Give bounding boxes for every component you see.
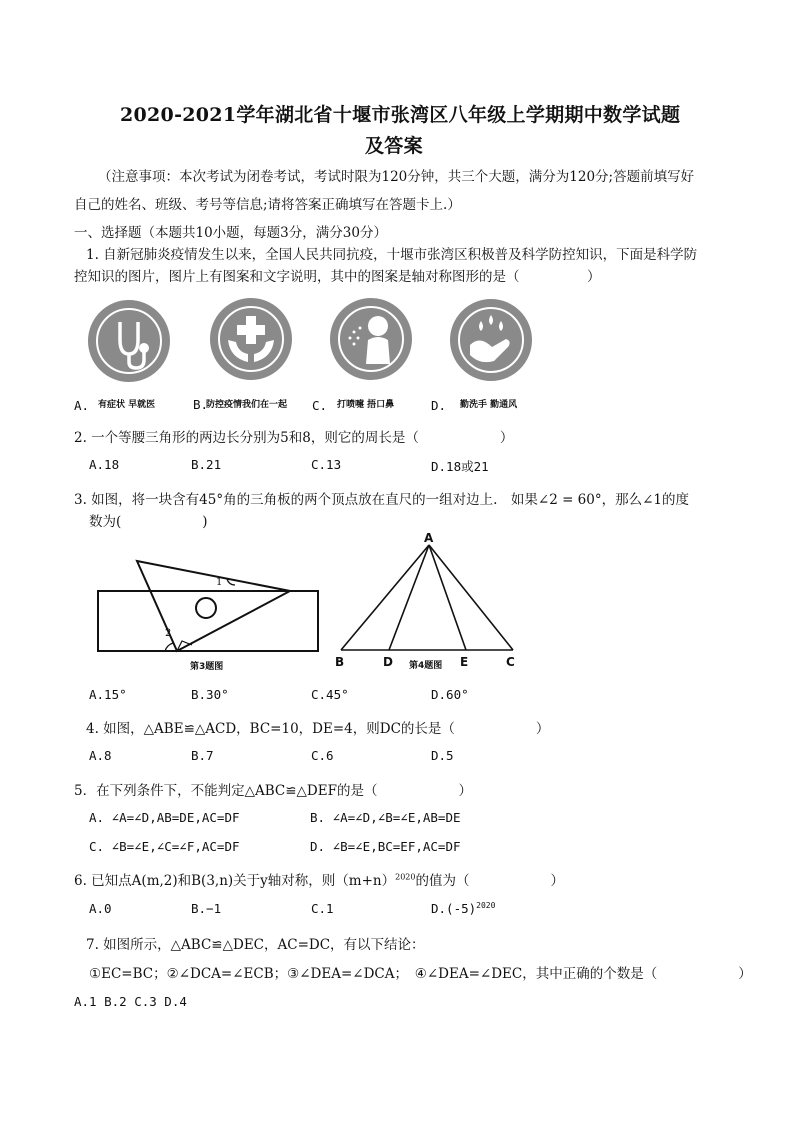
q3-stem-line2: 数为( ) <box>89 514 208 530</box>
q6-stem-text: 6. 已知点A(m,2)和B(3,n)关于y轴对称，则（m+n） <box>74 873 396 889</box>
q1-option-a-caption: 有症状 早就医 <box>98 400 156 410</box>
fig3-angle-1-label: 1 <box>216 577 223 588</box>
q3-option-b: B.30° <box>191 687 229 702</box>
q2-option-b: B.21 <box>191 457 222 472</box>
q2-option-c: C.13 <box>311 457 342 472</box>
q3-option-d: D.60° <box>431 687 469 702</box>
fig4-point-c: C <box>506 655 515 669</box>
q3-stem-line1: 3. 如图，将一块含有45°角的三角板的两个顶点放在直尺的一组对边上. 如果∠2 = 60°，那么∠1的度 <box>74 492 690 508</box>
q5-stem: 5．在下列条件下，不能判定△ABC≌△DEF的是（ ） <box>74 783 472 799</box>
fig4-point-e: E <box>460 655 469 669</box>
fig4-point-d: D <box>383 655 393 669</box>
q6-stem-tail: 的值为（ ） <box>415 873 564 889</box>
q1-option-d-letter: D. <box>431 398 447 413</box>
q6-exponent: 2020 <box>395 872 416 882</box>
q7-conclusions: ①EC=BC；②∠DCA=∠ECB；③∠DEA=∠DCA； ④∠DEA=∠DEC，其中正确的个数是（ ） <box>89 966 752 982</box>
q5-option-a: A. ∠A=∠D,AB=DE,AC=DF <box>89 810 240 825</box>
q6-stem <box>74 869 564 889</box>
q4-stem: 4. 如图，△ABE≌△ACD，BC=10，DE=4，则DC的长是（ ） <box>86 721 550 737</box>
fig4-point-b: B <box>335 655 345 669</box>
q1-option-b-letter: B. <box>193 397 209 412</box>
q1-option-b-caption: 防控疫情我们在一起 <box>206 400 288 410</box>
q5-option-c: C. ∠B=∠E,∠C=∠F,AC=DF <box>89 839 240 854</box>
q6-option-b: B.−1 <box>191 901 222 916</box>
q1-option-c-letter: C. <box>312 398 328 413</box>
q5-option-b: B. ∠A=∠D,∠B=∠E,AB=DE <box>310 810 461 825</box>
fig4-point-a: A <box>424 531 434 545</box>
fig4-caption: 第4题图 <box>409 661 443 671</box>
notice-line2: 自己的姓名、班级、考号等信息;请将答案正确填写在答题卡上.） <box>74 197 461 213</box>
page-title-line2: 及答案 <box>365 135 423 157</box>
q1-option-c-caption: 打喷嚏 捂口鼻 <box>337 400 395 410</box>
q7-stem: 7. 如图所示，△ABC≌△DEC，AC=DC，有以下结论： <box>86 937 425 953</box>
notice-line1: （注意事项：本次考试为闭卷考试，考试时限为120分钟，共三个大题，满分为120分;答题前填写好 <box>98 169 695 185</box>
q2-option-d: D.18或21 <box>431 459 489 474</box>
handwash-icon <box>450 299 532 381</box>
stethoscope-icon <box>88 300 170 382</box>
hands-cross-icon <box>210 298 292 380</box>
fig3-caption: 第3题图 <box>190 662 224 672</box>
q2-option-a: A.18 <box>89 457 120 472</box>
q6-option-a: A.0 <box>89 901 112 916</box>
q1-option-a-letter: A. <box>74 398 90 413</box>
q1-option-d-caption: 勤洗手 勤通风 <box>460 400 518 410</box>
page-title: 2020-2021学年湖北省十堰市张湾区八年级上学期期中数学试题 <box>120 104 681 126</box>
figure-4-triangle <box>335 540 525 655</box>
q3-option-c: C.45° <box>311 687 349 702</box>
fig3-angle-2-label: 2 <box>165 628 172 639</box>
q1-stem-line2: 控知识的图片，图片上有图案和文字说明，其中的图案是轴对称图形的是（ ） <box>74 269 601 285</box>
q4-option-a: A.8 <box>89 748 112 763</box>
q4-option-d: D.5 <box>431 748 454 763</box>
q5-option-d: D. ∠B=∠E,BC=EF,AC=DF <box>310 839 461 854</box>
q4-option-c: C.6 <box>311 748 334 763</box>
q6-option-d-text: D.(-5) <box>431 901 477 917</box>
q1-stem-line1: 1. 自新冠肺炎疫情发生以来，全国人民共同抗疫，十堰市张湾区积极普及科学防控知识，下面是科学防 <box>86 247 698 263</box>
q6-option-d <box>431 901 495 916</box>
section-heading: 一、选择题（本题共10小题，每题3分，满分30分） <box>74 225 387 241</box>
q3-option-a: A.15° <box>89 687 127 702</box>
figure-3-ruler-triangle <box>95 555 325 675</box>
q6-option-d-exponent: 2020 <box>476 901 496 910</box>
sneeze-icon <box>330 298 412 380</box>
q4-option-b: B.7 <box>191 748 214 763</box>
q2-stem: 2. 一个等腰三角形的两边长分别为5和8，则它的周长是（ ） <box>74 430 514 446</box>
q6-option-c: C.1 <box>311 901 334 916</box>
q7-options: A.1 B.2 C.3 D.4 <box>74 994 187 1009</box>
